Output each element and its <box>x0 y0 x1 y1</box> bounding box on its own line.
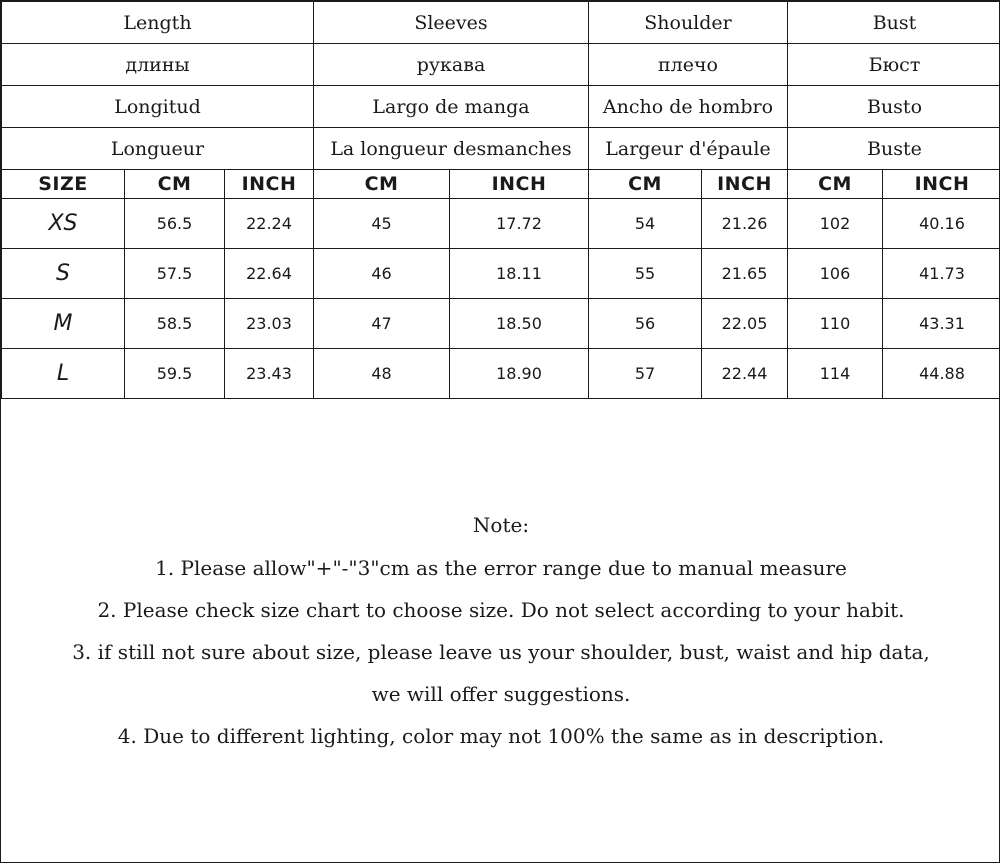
header-length: длины <box>2 44 314 86</box>
size-column-header: SIZE <box>2 170 125 199</box>
notes-section <box>1 401 1000 863</box>
bust-cm-value: 114 <box>788 349 883 399</box>
shoulder-inch-value: 21.65 <box>702 249 788 299</box>
length-cm-value: 56.5 <box>125 199 225 249</box>
header-bust: Бюст <box>788 44 1000 86</box>
header-sleeves: Sleeves <box>314 2 589 44</box>
bust-inch-value: 40.16 <box>883 199 1000 249</box>
length-inch-value: 22.24 <box>225 199 314 249</box>
shoulder-cm-value: 54 <box>589 199 702 249</box>
note-line-3-continued: we will offer suggestions. <box>371 682 631 706</box>
length-cm-header: CM <box>125 170 225 199</box>
bust-inch-header: INCH <box>883 170 1000 199</box>
header-row-en <box>2 2 1000 44</box>
bust-inch-value: 41.73 <box>883 249 1000 299</box>
bust-inch-value: 44.88 <box>883 349 1000 399</box>
table-row <box>2 199 1000 249</box>
header-shoulder: Ancho de hombro <box>589 86 788 128</box>
shoulder-inch-header: INCH <box>702 170 788 199</box>
header-row-ru <box>2 44 1000 86</box>
table-row <box>2 299 1000 349</box>
sleeves-cm-header: CM <box>314 170 450 199</box>
shoulder-inch-value: 22.44 <box>702 349 788 399</box>
note-line-2: 2. Please check size chart to choose size. Do not select according to your habit. <box>97 598 905 622</box>
length-inch-value: 23.03 <box>225 299 314 349</box>
size-chart-table <box>1 1 1000 399</box>
header-shoulder: плечо <box>589 44 788 86</box>
sleeves-inch-value: 18.50 <box>450 299 589 349</box>
length-cm-value: 57.5 <box>125 249 225 299</box>
header-row-fr <box>2 128 1000 170</box>
sleeves-cm-value: 46 <box>314 249 450 299</box>
note-line-3: 3. if still not sure about size, please leave us your shoulder, bust, waist and hip data, <box>72 640 930 664</box>
sleeves-inch-header: INCH <box>450 170 589 199</box>
size-label: M <box>2 299 125 349</box>
bust-inch-value: 43.31 <box>883 299 1000 349</box>
header-bust: Busto <box>788 86 1000 128</box>
units-row <box>2 170 1000 199</box>
note-line-4: 4. Due to different lighting, color may not 100% the same as in description. <box>117 724 885 748</box>
header-length: Longueur <box>2 128 314 170</box>
size-label: S <box>2 249 125 299</box>
table-row <box>2 249 1000 299</box>
bust-cm-value: 106 <box>788 249 883 299</box>
shoulder-inch-value: 22.05 <box>702 299 788 349</box>
header-sleeves: рукава <box>314 44 589 86</box>
length-cm-value: 59.5 <box>125 349 225 399</box>
bust-cm-value: 102 <box>788 199 883 249</box>
sleeves-inch-value: 17.72 <box>450 199 589 249</box>
sleeves-cm-value: 48 <box>314 349 450 399</box>
shoulder-cm-value: 55 <box>589 249 702 299</box>
header-row-es <box>2 86 1000 128</box>
size-label: L <box>2 349 125 399</box>
shoulder-cm-header: CM <box>589 170 702 199</box>
sleeves-inch-value: 18.11 <box>450 249 589 299</box>
length-inch-value: 23.43 <box>225 349 314 399</box>
header-bust: Bust <box>788 2 1000 44</box>
length-inch-header: INCH <box>225 170 314 199</box>
length-inch-value: 22.64 <box>225 249 314 299</box>
header-length: Longitud <box>2 86 314 128</box>
shoulder-cm-value: 57 <box>589 349 702 399</box>
sleeves-cm-value: 45 <box>314 199 450 249</box>
header-length: Length <box>2 2 314 44</box>
bust-cm-value: 110 <box>788 299 883 349</box>
sleeves-cm-value: 47 <box>314 299 450 349</box>
header-bust: Buste <box>788 128 1000 170</box>
header-shoulder: Shoulder <box>589 2 788 44</box>
sleeves-inch-value: 18.90 <box>450 349 589 399</box>
size-label: XS <box>2 199 125 249</box>
shoulder-cm-value: 56 <box>589 299 702 349</box>
header-sleeves: La longueur desmanches <box>314 128 589 170</box>
length-cm-value: 58.5 <box>125 299 225 349</box>
header-sleeves: Largo de manga <box>314 86 589 128</box>
table-row <box>2 349 1000 399</box>
notes-title: Note: <box>472 513 530 537</box>
header-shoulder: Largeur d'épaule <box>589 128 788 170</box>
note-line-1: 1. Please allow"+"-"3"cm as the error range due to manual measure <box>155 556 847 580</box>
bust-cm-header: CM <box>788 170 883 199</box>
shoulder-inch-value: 21.26 <box>702 199 788 249</box>
